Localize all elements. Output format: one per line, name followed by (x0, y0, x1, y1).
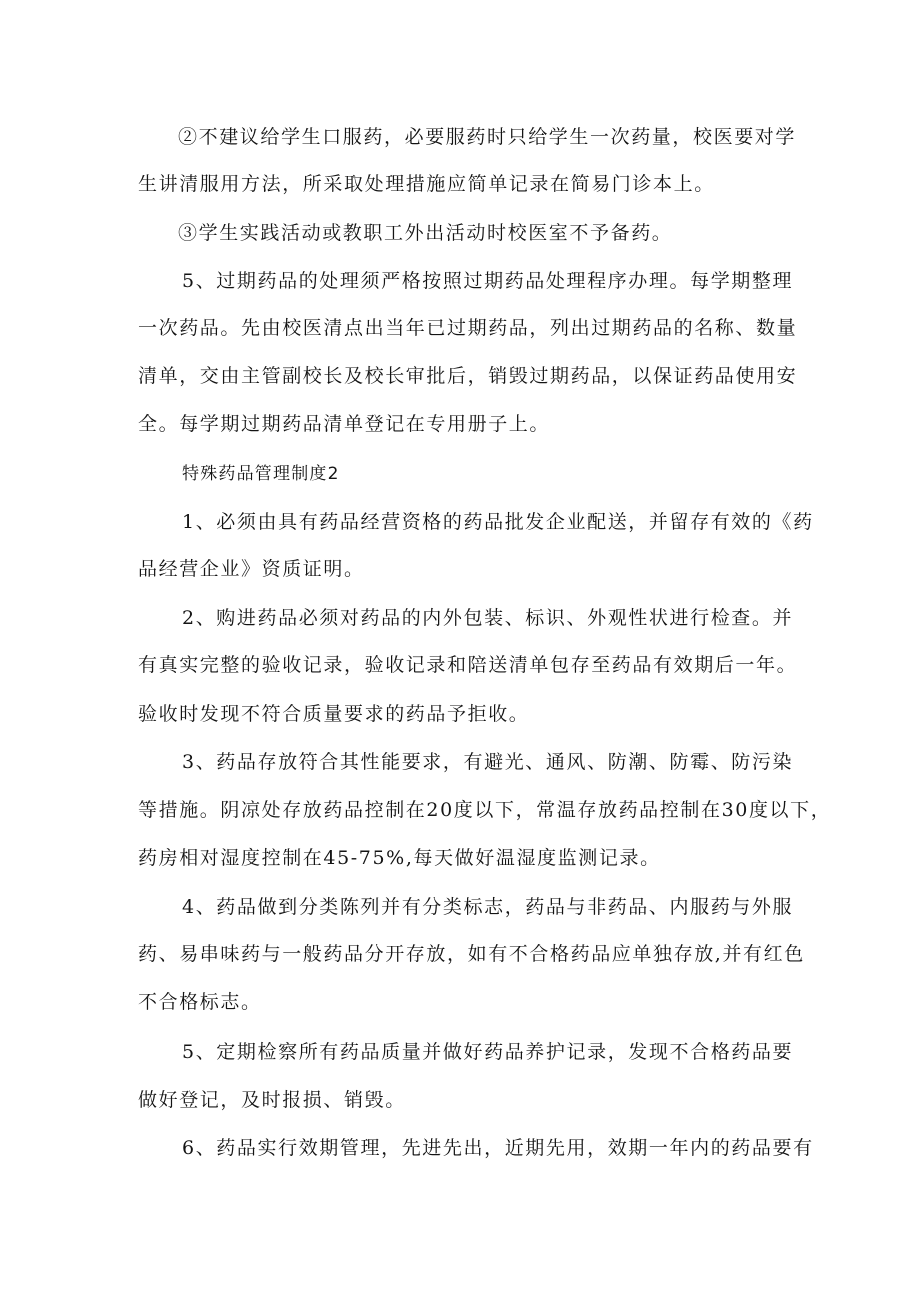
text-line: 有真实完整的验收记录，验收记录和陪送清单包存至药品有效期后一年。 (138, 654, 798, 676)
text-line: 清单，交由主管副校长及校长审批后，销毁过期药品，以保证药品使用安 (138, 365, 798, 387)
text-line: 做好登记，及时报损、销毁。 (138, 1089, 406, 1111)
text-line: 1、必须由具有药品经营资格的药品批发企业配送，并留存有效的《药 (182, 511, 814, 533)
text-line: ②不建议给学生口服药，必要服药时只给学生一次药量，校医要对学 (178, 126, 797, 148)
text-line: 4、药品做到分类陈列并有分类标志，药品与非药品、内服药与外服 (182, 896, 794, 918)
text-line: 生讲清服用方法，所采取处理措施应简单记录在简易门诊本上。 (138, 173, 715, 195)
text-line: 一次药品。先由校医清点出当年已过期药品，列出过期药品的名称、数量 (138, 317, 798, 339)
section-heading: 特殊药品管理制度2 (182, 464, 340, 484)
text-line: 药、易串味药与一般药品分开存放，如有不合格药品应单独存放,并有红色 (138, 943, 805, 965)
text-line: 品经营企业》资质证明。 (138, 558, 365, 580)
text-line: ③学生实践活动或教职工外出活动时校医室不予备药。 (178, 222, 673, 244)
text-line: 5、定期检察所有药品质量并做好药品养护记录，发现不合格药品要 (182, 1041, 794, 1063)
text-line: 验收时发现不符合质量要求的药品予拒收。 (138, 703, 530, 725)
text-line: 全。每学期过期药品清单登记在专用册子上。 (138, 413, 551, 435)
text-line: 6、药品实行效期管理，先进先出，近期先用，效期一年内的药品要有 (182, 1137, 814, 1159)
text-line: 3、药品存放符合其性能要求，有避光、通风、防潮、防霉、防污染 (182, 751, 794, 773)
text-line: 2、购进药品必须对药品的内外包装、标识、外观性状进行检查。并 (182, 607, 794, 629)
text-line: 药房相对湿度控制在45-75%,每天做好温湿度监测记录。 (138, 847, 661, 869)
text-line: 等措施。阴凉处存放药品控制在20度以下，常温存放药品控制在30度以下， (138, 799, 832, 821)
text-line: 不合格标志。 (138, 991, 262, 1013)
text-line: 5、过期药品的处理须严格按照过期药品处理程序办理。每学期整理 (182, 270, 794, 292)
